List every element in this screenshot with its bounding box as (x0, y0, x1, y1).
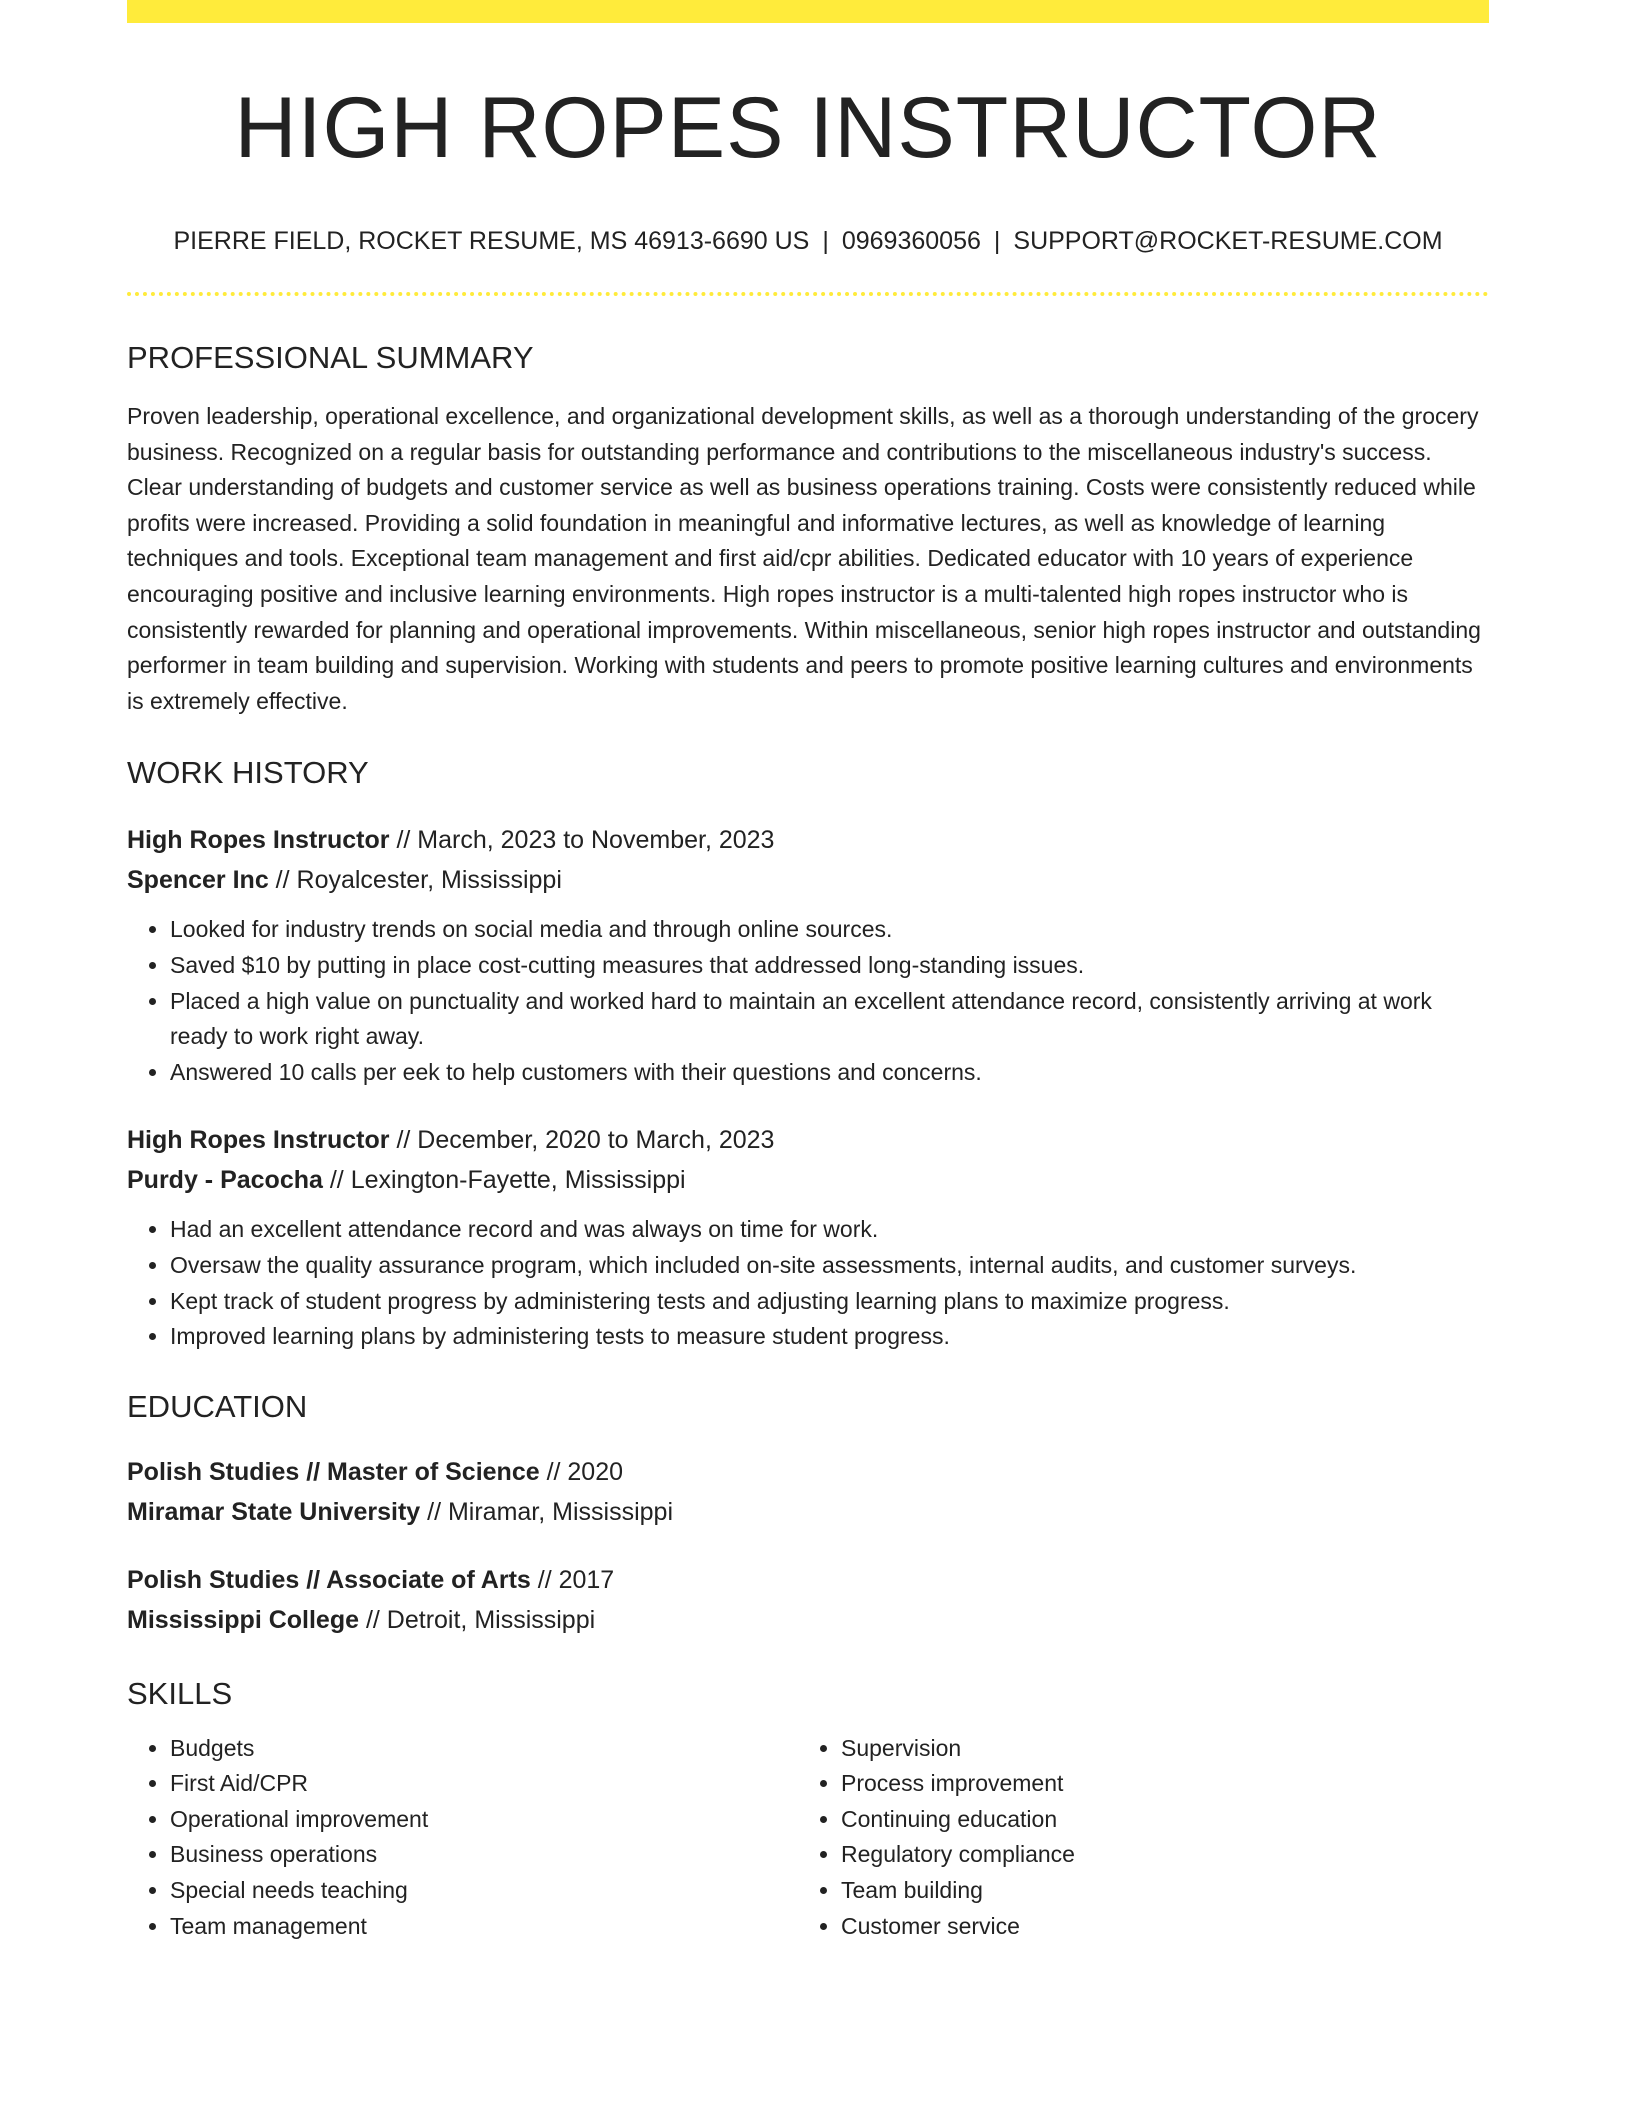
skill-item: • Customer service (841, 1909, 1461, 1945)
education-entry (127, 1452, 1489, 1532)
education-year: // 2017 (530, 1565, 615, 1594)
job-dates: // March, 2023 to November, 2023 (389, 826, 775, 855)
list-item: • Improved learning plans by administering tests to measure student progress. (170, 1319, 1489, 1355)
education-school-line (127, 1600, 1489, 1640)
contact-line (127, 229, 1489, 254)
job-location: // Royalcester, Mississippi (268, 866, 562, 895)
accent-bar (127, 0, 1489, 23)
page-title: HIGH ROPES INSTRUCTOR (234, 80, 1382, 176)
skill-item: • Process improvement (841, 1766, 1461, 1802)
contact-separator: | (993, 227, 1001, 255)
section-title-skills: SKILLS (127, 1675, 233, 1711)
resume-page (127, 0, 1489, 1944)
job-role-line (127, 1120, 1489, 1160)
education-year: // 2020 (539, 1457, 624, 1486)
education-degree-line (127, 1560, 1489, 1600)
contact-address: PIERRE FIELD, ROCKET RESUME, MS 46913-6690 US (173, 227, 810, 255)
skill-item: • Special needs teaching (170, 1873, 798, 1909)
job-role: High Ropes Instructor (127, 826, 390, 855)
skills-column-left (127, 1731, 798, 1945)
job-entry (127, 820, 1489, 1090)
education-degree: Polish Studies // Master of Science (127, 1457, 540, 1486)
skill-item: • Operational improvement (170, 1802, 798, 1838)
job-role-line (127, 820, 1489, 860)
education-school: Miramar State University (127, 1497, 421, 1526)
contact-separator: | (822, 227, 829, 255)
list-item: • Placed a high value on punctuality and worked hard to maintain an excellent attendance record, consistently arriving at work ready to work right away. (170, 984, 1489, 1055)
job-dates: // December, 2020 to March, 2023 (389, 1126, 775, 1155)
skill-item: • Regulatory compliance (841, 1837, 1461, 1873)
skill-item: • Supervision (841, 1731, 1461, 1767)
skill-item: • First Aid/CPR (170, 1766, 798, 1802)
skills-list (127, 1731, 1489, 1945)
skill-item: • Budgets (170, 1731, 798, 1767)
job-company-line (127, 1160, 1489, 1200)
list-item: • Saved $10 by putting in place cost-cutting measures that addressed long-standing issues. (170, 948, 1489, 984)
job-company: Spencer Inc (127, 866, 269, 895)
section-title-education: EDUCATION (127, 1388, 308, 1424)
education-location: // Miramar, Mississippi (420, 1497, 673, 1526)
section-title-work-history: WORK HISTORY (127, 755, 369, 791)
list-item: • Had an excellent attendance record and was always on time for work. (170, 1212, 1489, 1248)
job-location: // Lexington-Fayette, Mississippi (322, 1166, 686, 1195)
education-school-line (127, 1492, 1489, 1532)
job-company: Purdy - Pacocha (127, 1166, 323, 1195)
list-item: • Looked for industry trends on social media and through online sources. (170, 912, 1489, 948)
education-school: Mississippi College (127, 1605, 360, 1634)
skill-item: • Continuing education (841, 1802, 1461, 1838)
education-location: // Detroit, Mississippi (359, 1605, 596, 1634)
skills-column-right (798, 1731, 1461, 1945)
summary-text: Proven leadership, operational excellence, and organizational development skills, as well as a thorough understanding of the grocery business. Recognized on a regular basis for outstanding performance and contributions to the miscellaneous industry's success. Clear understanding of budgets and customer service as well as business operations training. Costs were consistently reduced while profits were increased. Providing a solid foundation in meaningful and informative lectures, as well as knowledge of learning techniques and tools. Exceptional team management and first aid/cpr abilities. Dedicated educator with 10 years of experience encouraging positive and inclusive learning environments. High ropes instructor is a multi-talented high ropes instructor who is consistently rewarded for planning and operational improvements. Within miscellaneous, senior high ropes instructor and outstanding performer in team building and supervision. Working with students and peers to promote positive learning cultures and environments is extremely effective. (127, 403, 1481, 714)
list-item: • Oversaw the quality assurance program, which included on-site assessments, internal audits, and customer surveys. (170, 1248, 1489, 1284)
job-bullets (127, 1212, 1489, 1354)
job-bullets (127, 912, 1489, 1090)
contact-phone: 0969360056 (841, 227, 981, 255)
job-company-line (127, 860, 1489, 900)
skill-item: • Team building (841, 1873, 1461, 1909)
education-degree-line (127, 1452, 1489, 1492)
list-item: • Kept track of student progress by administering tests and adjusting learning plans to maximize progress. (170, 1284, 1489, 1320)
section-title-summary: PROFESSIONAL SUMMARY (127, 340, 534, 375)
education-entry (127, 1560, 1489, 1640)
job-role: High Ropes Instructor (127, 1126, 390, 1155)
job-entry (127, 1120, 1489, 1354)
skill-item: • Business operations (170, 1837, 798, 1873)
contact-email: SUPPORT@ROCKET-RESUME.COM (1013, 227, 1443, 255)
skill-item: • Team management (170, 1909, 798, 1945)
list-item: • Answered 10 calls per eek to help customers with their questions and concerns. (170, 1055, 1489, 1091)
dotted-divider (127, 292, 1489, 296)
education-degree: Polish Studies // Associate of Arts (127, 1565, 531, 1594)
